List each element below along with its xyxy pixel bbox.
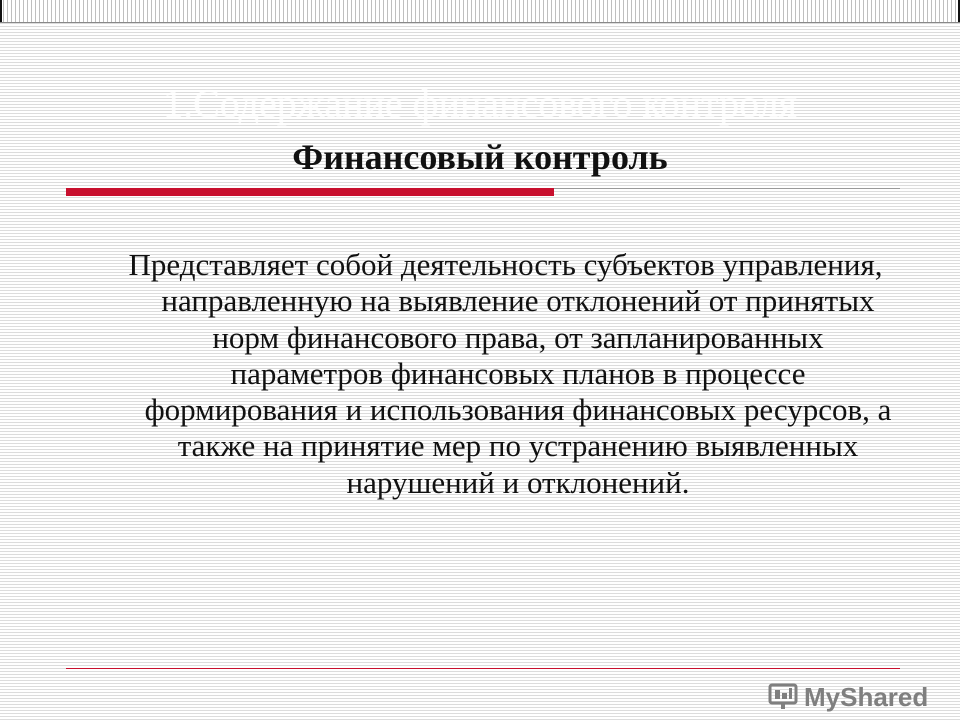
top-decorative-strip [0,0,960,23]
projector-screen-icon [768,683,798,711]
definition-paragraph: Представляет собой деятельность субъектов управления, направленную на выявление отклонений от принятых норм финансового права, от запланированных параметров финансовых планов в процессе формирования и использования финансовых ресурсов, а также на принятие мер по устранению выявленных нарушений и отклонений. [128,247,892,500]
watermark-text: MyShared [804,681,929,712]
footer-divider-line [66,668,900,669]
title-accent-rule [66,188,554,196]
myshared-watermark [768,683,928,711]
faded-section-title: 1.Содержание финансового контроля [163,81,797,126]
slide-title: Финансовый контроль [292,137,668,177]
title-divider-line [554,188,900,189]
